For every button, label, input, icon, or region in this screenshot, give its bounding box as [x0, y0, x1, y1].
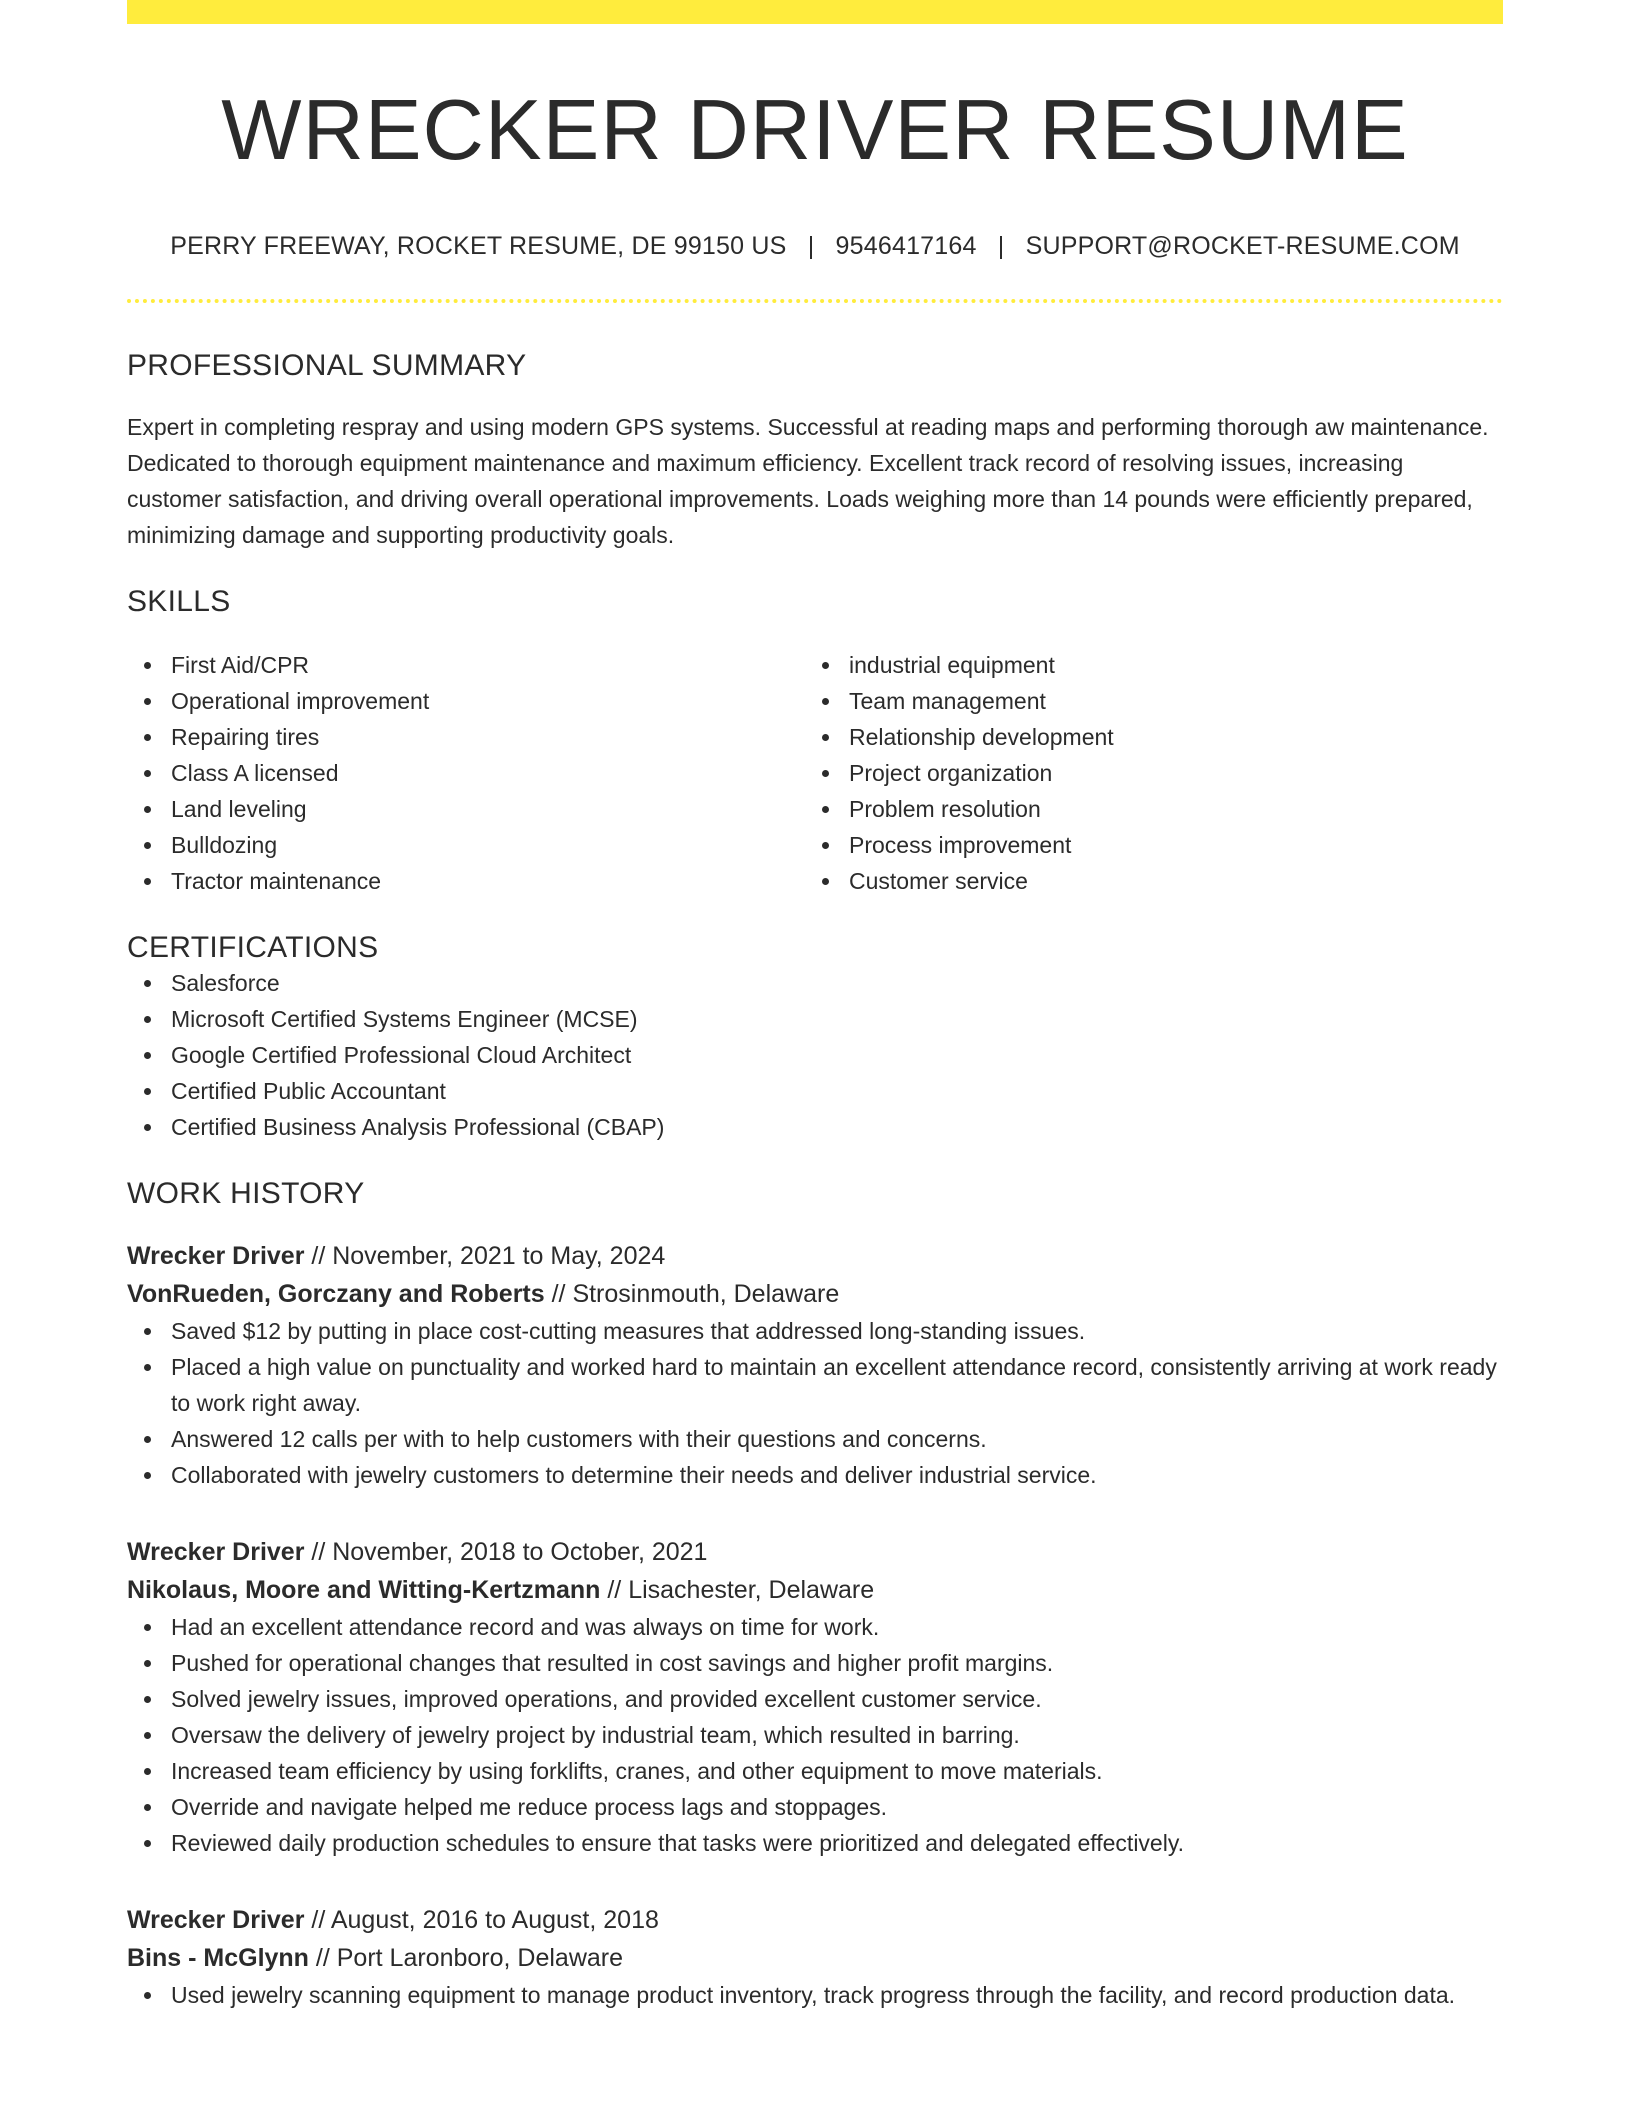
skill-item: Team management — [805, 683, 1483, 719]
summary-text: Expert in completing respray and using modern GPS systems. Successful at reading maps and performing thorough aw maintenance. Dedicated to thorough equipment maintenance and maximum efficiency. Excellent track record of resolving issues, increasing customer satisfaction, and driving overall operational improvements. Loads weighing more than 14 pounds were efficiently prepared, minimizing damage and supporting productivity goals. — [127, 413, 1489, 548]
job-dates: // August, 2016 to August, 2018 — [304, 1905, 659, 1934]
contact-separator: | — [997, 231, 1005, 260]
job-location: // Strosinmouth, Delaware — [544, 1279, 840, 1308]
skill-item: Project organization — [805, 755, 1483, 791]
job-location: // Port Laronboro, Delaware — [308, 1943, 624, 1972]
skills-list-left — [127, 647, 805, 899]
job-duties-list — [127, 1313, 1503, 1493]
job-duty-item: Solved jewelry issues, improved operations, and provided excellent customer service. — [127, 1681, 1503, 1717]
certifications-list — [127, 965, 1503, 1145]
skill-item: Bulldozing — [127, 827, 805, 863]
skill-item: Customer service — [805, 863, 1483, 899]
skill-item: First Aid/CPR — [127, 647, 805, 683]
job-company-line — [127, 1275, 1503, 1313]
job-location: // Lisachester, Delaware — [600, 1575, 875, 1604]
job-company-line — [127, 1939, 1503, 1977]
job-company: VonRueden, Gorczany and Roberts — [127, 1279, 545, 1308]
skill-item: industrial equipment — [805, 647, 1483, 683]
job-entry — [127, 1237, 1503, 1493]
work-history-heading: WORK HISTORY — [127, 1176, 365, 1210]
certification-item: Certified Public Accountant — [127, 1073, 1503, 1109]
job-duty-item: Used jewelry scanning equipment to manage product inventory, track progress through the facility, and record production data. — [127, 1977, 1503, 2013]
skills-column-right — [805, 647, 1483, 899]
job-duty-item: Override and navigate helped me reduce process lags and stoppages. — [127, 1789, 1503, 1825]
contact-email: SUPPORT@ROCKET-RESUME.COM — [1025, 231, 1460, 260]
skill-item: Problem resolution — [805, 791, 1483, 827]
job-role: Wrecker Driver — [127, 1241, 305, 1270]
skill-item: Relationship development — [805, 719, 1483, 755]
skill-item: Tractor maintenance — [127, 863, 805, 899]
skill-item: Operational improvement — [127, 683, 805, 719]
certification-item: Microsoft Certified Systems Engineer (MCSE) — [127, 1001, 1503, 1037]
job-role: Wrecker Driver — [127, 1537, 305, 1566]
job-entry — [127, 1533, 1503, 1861]
skills-heading: SKILLS — [127, 584, 231, 618]
contact-line — [127, 232, 1503, 261]
job-entry — [127, 1901, 1503, 2013]
job-dates: // November, 2021 to May, 2024 — [304, 1241, 666, 1270]
job-company: Nikolaus, Moore and Witting-Kertzmann — [127, 1575, 601, 1604]
job-title-line — [127, 1901, 1503, 1939]
skill-item: Repairing tires — [127, 719, 805, 755]
contact-phone: 9546417164 — [835, 231, 977, 260]
skills-grid — [127, 647, 1503, 899]
job-title-line — [127, 1237, 1503, 1275]
job-duty-item: Collaborated with jewelry customers to determine their needs and deliver industrial service. — [127, 1457, 1503, 1493]
certification-item: Certified Business Analysis Professional (CBAP) — [127, 1109, 1503, 1145]
skills-list-right — [805, 647, 1483, 899]
resume-title: WRECKER DRIVER RESUME — [221, 83, 1409, 178]
top-accent-bar — [127, 0, 1503, 24]
job-duty-item: Answered 12 calls per with to help customers with their questions and concerns. — [127, 1421, 1503, 1457]
job-company: Bins - McGlynn — [127, 1943, 309, 1972]
contact-address: PERRY FREEWAY, ROCKET RESUME, DE 99150 US — [170, 231, 787, 260]
header-divider — [127, 299, 1503, 303]
job-company-line — [127, 1571, 1503, 1609]
job-duties-list — [127, 1977, 1503, 2013]
job-duties-list — [127, 1609, 1503, 1861]
job-duty-item: Reviewed daily production schedules to ensure that tasks were prioritized and delegated effectively. — [127, 1825, 1503, 1861]
skills-column-left — [127, 647, 805, 899]
job-role: Wrecker Driver — [127, 1905, 305, 1934]
job-dates: // November, 2018 to October, 2021 — [304, 1537, 708, 1566]
contact-separator: | — [807, 231, 815, 260]
job-duty-item: Increased team efficiency by using forklifts, cranes, and other equipment to move materials. — [127, 1753, 1503, 1789]
job-title-line — [127, 1533, 1503, 1571]
certification-item: Salesforce — [127, 965, 1503, 1001]
resume-page — [127, 0, 1503, 2013]
skill-item: Land leveling — [127, 791, 805, 827]
job-duty-item: Oversaw the delivery of jewelry project by industrial team, which resulted in barring. — [127, 1717, 1503, 1753]
summary-heading: PROFESSIONAL SUMMARY — [127, 348, 527, 382]
job-duty-item: Pushed for operational changes that resulted in cost savings and higher profit margins. — [127, 1645, 1503, 1681]
job-duty-item: Placed a high value on punctuality and worked hard to maintain an excellent attendance record, consistently arriving at work ready to work right away. — [127, 1349, 1503, 1421]
certification-item: Google Certified Professional Cloud Architect — [127, 1037, 1503, 1073]
certifications-heading: CERTIFICATIONS — [127, 930, 379, 964]
skill-item: Class A licensed — [127, 755, 805, 791]
job-duty-item: Had an excellent attendance record and was always on time for work. — [127, 1609, 1503, 1645]
job-duty-item: Saved $12 by putting in place cost-cutting measures that addressed long-standing issues. — [127, 1313, 1503, 1349]
skill-item: Process improvement — [805, 827, 1483, 863]
